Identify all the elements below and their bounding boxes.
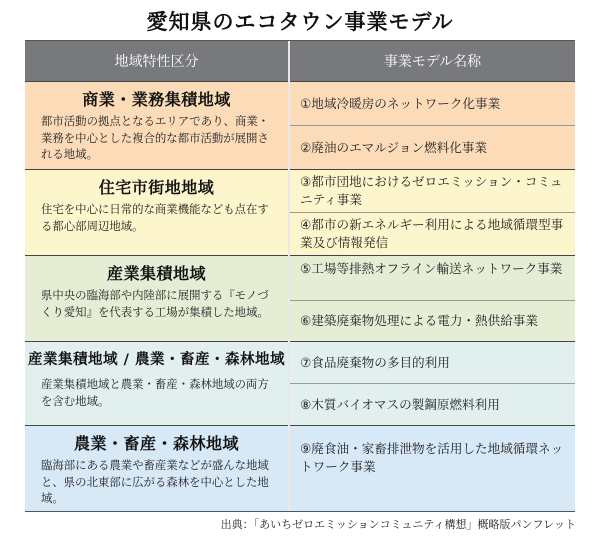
region-industrial-agricultural	[25, 341, 288, 425]
region-desc: 産業集積地域と農業・畜産・森林地域の両方を含む地域。	[41, 377, 269, 408]
page-title: 愛知県のエコタウン事業モデル	[146, 10, 454, 34]
region-commercial	[25, 81, 288, 169]
business-item-1: ①地域冷暖房のネットワーク化事業	[290, 81, 575, 125]
region-desc: 都市活動の拠点となるエリアであり、商業・業務を中心とした複合的な都市活動が展開される地域。	[41, 114, 270, 161]
region-title: 商業・業務集積地域	[82, 90, 231, 109]
region-desc: 住宅を中心に日常的な商業機能なども点在する都心部周辺地域。	[41, 202, 269, 233]
eco-town-table	[25, 40, 575, 512]
header-region: 地域特性区分	[25, 41, 290, 81]
header-business: 事業モデル名称	[290, 41, 575, 81]
region-title: 住宅市街地地域	[98, 178, 215, 197]
business-item-5: ⑤工場等排熱オフライン輸送ネットワーク事業	[290, 255, 575, 300]
region-title: 産業集積地域 / 農業・畜産・森林地域	[28, 352, 285, 368]
business-item-2: ②廃油のエマルジョン燃料化事業	[290, 125, 575, 169]
business-item-3: ③都市団地におけるゼロエミッション・コミュニティ事業	[290, 169, 575, 212]
business-item-9: ⑨廃食油・家畜排泄物を活用した地域循環ネットワーク事業	[290, 425, 575, 511]
region-agricultural	[25, 425, 288, 511]
column-divider	[288, 81, 290, 511]
business-item-4: ④都市の新エネルギー利用による地域循環型事業及び情報発信	[290, 212, 575, 255]
region-desc: 臨海部にある農業や畜産業などが盛んな地域と、県の北東部に広がる森林を中心とした地域。	[41, 458, 269, 505]
business-item-8: ⑧木質バイオマスの製鋼原燃料利用	[290, 383, 575, 425]
region-desc: 県中央の臨海部や内陸部に展開する『モノづくり愛知』を代表する工場が集積した地域。	[41, 288, 269, 319]
business-item-6: ⑥建築廃棄物処理による電力・熱供給事業	[290, 300, 575, 341]
region-residential	[25, 169, 288, 255]
region-industrial	[25, 255, 288, 341]
source-citation: 出典：「あいちゼロエミッションコミュニティ構想」概略版パンフレット	[220, 518, 576, 531]
region-title: 産業集積地域	[106, 264, 206, 283]
business-item-7: ⑦食品廃棄物の多目的利用	[290, 341, 575, 383]
region-title: 農業・畜産・森林地域	[73, 434, 239, 453]
